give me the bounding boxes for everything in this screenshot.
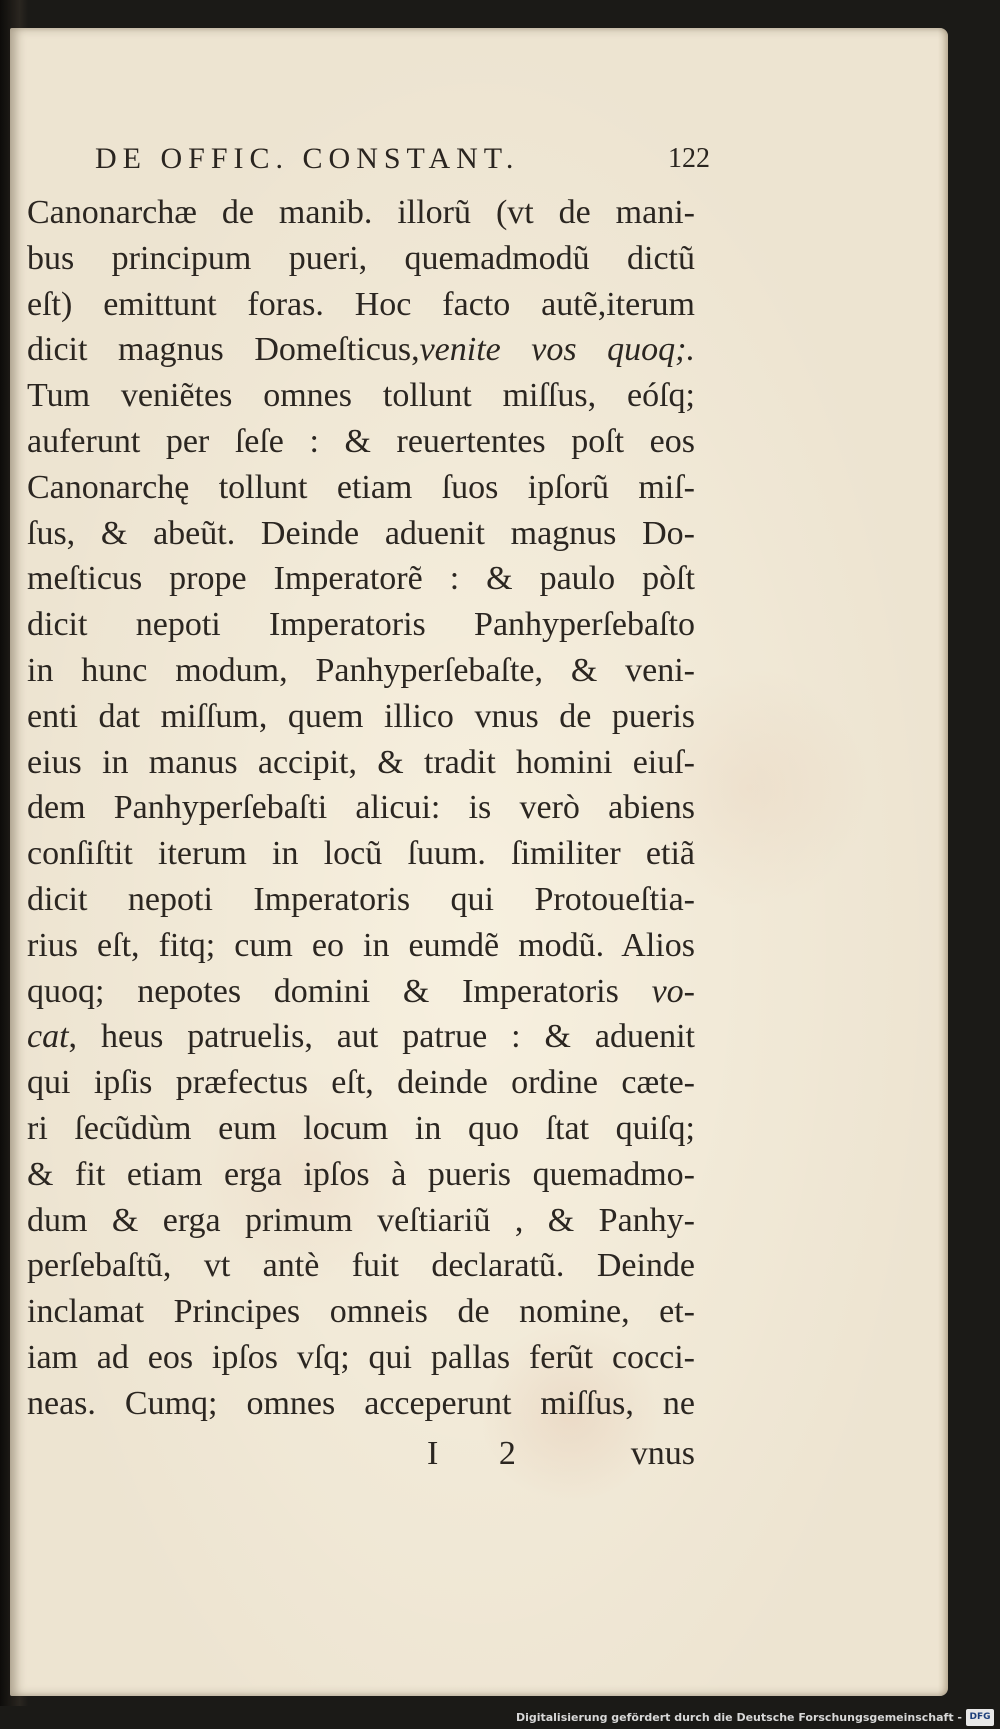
dfg-logo-icon: DFG xyxy=(966,1709,994,1726)
text-line xyxy=(27,327,695,373)
text-roman: , heus patruelis, aut patrue : & aduenit xyxy=(68,1018,695,1056)
digitization-credit: Digitalisierung gefördert durch die Deutsche Forschungsgemeinschaft - xyxy=(515,1711,962,1724)
text-line: enti dat miſſum, quem illico vnus de pueris xyxy=(27,697,695,735)
text-line xyxy=(27,1014,695,1060)
text-line: dem Panhyperſebaſti alicui: is verò abiens xyxy=(27,789,695,827)
page-number: 122 xyxy=(668,143,710,174)
text-line: auferunt per ſeſe : & reuertentes poſt eos xyxy=(27,422,695,460)
text-line: dum & erga primum veſtiariũ , & Panhy- xyxy=(27,1201,695,1239)
text-line: neas. Cumq; omnes acceperunt miſſus, ne xyxy=(27,1384,695,1422)
text-italic: cat xyxy=(27,1018,69,1056)
text-line: perſebaſtũ, vt antè fuit declaratũ. Deinde xyxy=(27,1247,695,1285)
text-line: iam ad eos ipſos vſq; qui pallas ferũt cocci- xyxy=(27,1338,695,1376)
text-roman: dicit magnus Domeſticus, xyxy=(27,331,420,369)
running-head: DE OFFIC. CONSTANT. xyxy=(95,142,520,175)
text-line: rius eſt, fitq; cum eo in eumdẽ modũ. Alios xyxy=(27,926,695,964)
catchword: vnus xyxy=(630,1435,695,1472)
text-italic: vo- xyxy=(651,972,695,1010)
text-line: eſt) emittunt foras. Hoc facto autẽ,iterum xyxy=(27,285,695,323)
text-line: conſiſtit iterum in locũ ſuum. ſimiliter etiã xyxy=(27,835,695,873)
text-line: meſticus prope Imperatorẽ : & paulo pòſt xyxy=(27,560,695,598)
text-roman: quoq; nepotes domini & Imperatoris xyxy=(27,972,619,1010)
text-line: dicit nepoti Imperatoris qui Protoueſtia- xyxy=(27,880,695,918)
text-line: Canonarchæ de manib. illorũ (vt de mani- xyxy=(27,194,695,231)
text-line: & fit etiam erga ipſos à pueris quemadmo- xyxy=(27,1155,695,1193)
text-line xyxy=(27,969,695,1015)
text-line: dicit nepoti Imperatoris Panhyperſebaſto xyxy=(27,606,695,644)
text-line: bus principum pueri, quemadmodũ dictũ xyxy=(27,239,695,277)
signature-mark: I 2 xyxy=(427,1435,542,1472)
page-footer xyxy=(27,1431,695,1477)
text-line: ri ſecũdùm eum locum in quo ſtat quiſq; xyxy=(27,1109,695,1147)
text-line: Tum veniẽtes omnes tollunt miſſus, eóſq; xyxy=(27,377,695,415)
text-line: qui ipſis præfectus eſt, deinde ordine cæte- xyxy=(27,1064,695,1102)
text-italic: venite vos quoq;. xyxy=(419,331,695,369)
text-line: ſus, & abeũt. Deinde aduenit magnus Do- xyxy=(27,514,695,552)
book-page xyxy=(10,28,948,1696)
text-block xyxy=(27,190,695,1427)
page-edge xyxy=(938,28,948,1696)
credit-bar xyxy=(0,1706,1000,1729)
text-line: eius in manus accipit, & tradit homini eiuſ- xyxy=(27,743,695,781)
text-line: in hunc modum, Panhyperſebaſte, & veni- xyxy=(27,651,695,689)
text-line: Canonarchę tollunt etiam ſuos ipſorũ miſ- xyxy=(27,468,695,506)
text-line: inclamat Principes omneis de nomine, et- xyxy=(27,1293,695,1331)
